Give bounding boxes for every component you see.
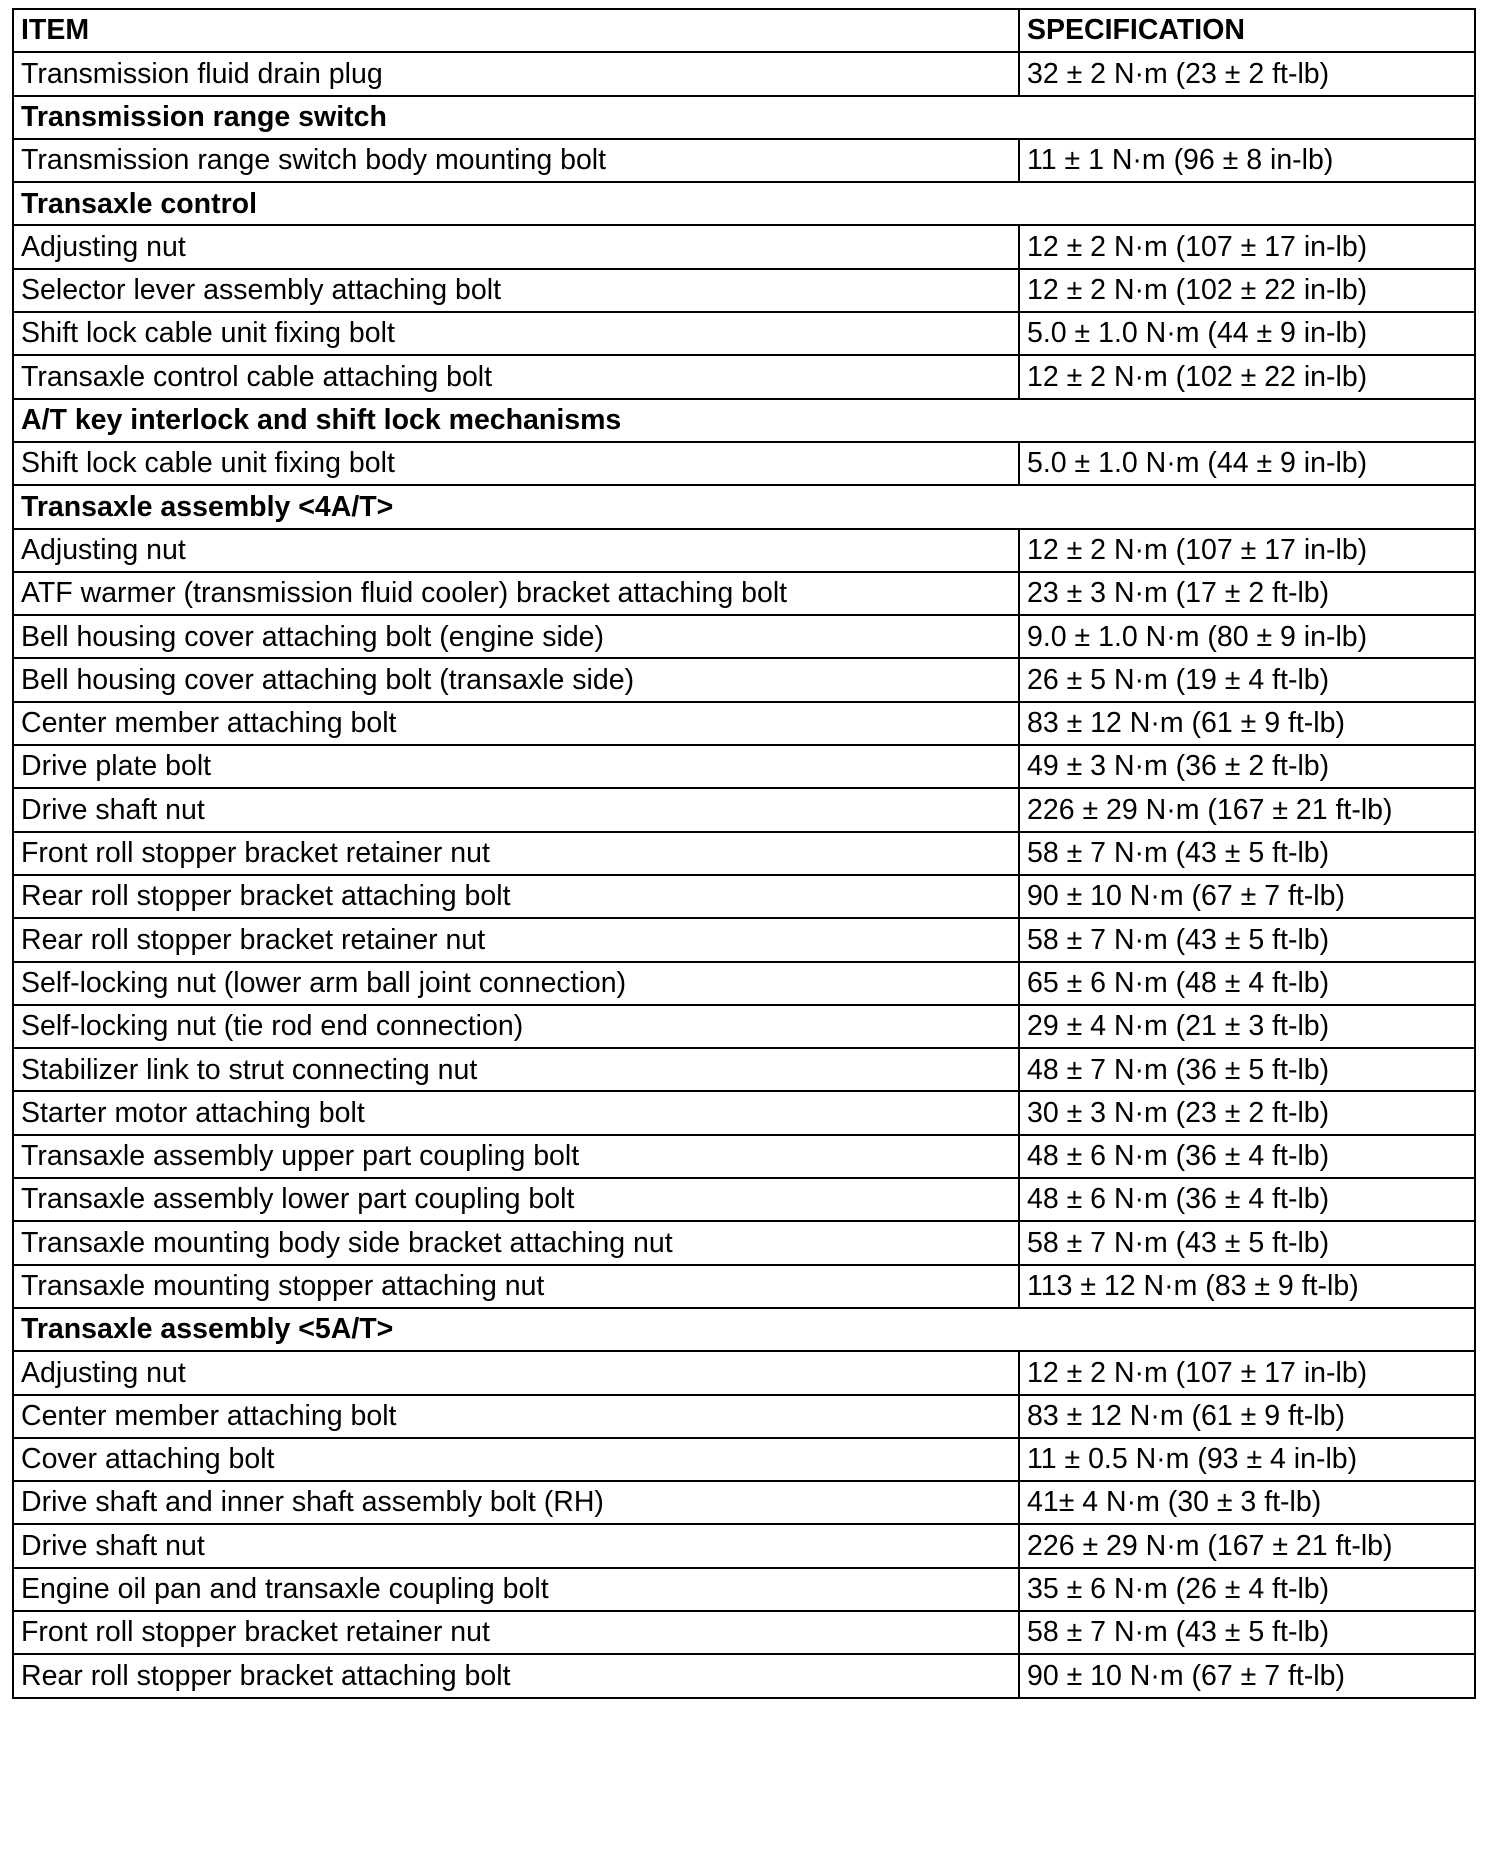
specification-cell: 226 ± 29 N·m (167 ± 21 ft-lb): [1019, 1524, 1475, 1567]
item-cell: Self-locking nut (lower arm ball joint connection): [13, 962, 1019, 1005]
table-row: [13, 658, 1475, 701]
section-header-row: [13, 182, 1475, 225]
specification-cell: 58 ± 7 N·m (43 ± 5 ft-lb): [1019, 918, 1475, 961]
section-title: Transaxle assembly <5A/T>: [13, 1308, 1475, 1351]
item-cell: Adjusting nut: [13, 529, 1019, 572]
specification-cell: 12 ± 2 N·m (107 ± 17 in-lb): [1019, 1351, 1475, 1394]
specification-cell: 58 ± 7 N·m (43 ± 5 ft-lb): [1019, 1611, 1475, 1654]
item-cell: Rear roll stopper bracket attaching bolt: [13, 875, 1019, 918]
item-cell: Drive plate bolt: [13, 745, 1019, 788]
item-cell: Transaxle mounting body side bracket attaching nut: [13, 1221, 1019, 1264]
table-row: [13, 1048, 1475, 1091]
item-cell: Transmission fluid drain plug: [13, 52, 1019, 95]
specification-cell: 12 ± 2 N·m (107 ± 17 in-lb): [1019, 225, 1475, 268]
item-cell: Transmission range switch body mounting bolt: [13, 139, 1019, 182]
table-row: [13, 615, 1475, 658]
specification-cell: 12 ± 2 N·m (107 ± 17 in-lb): [1019, 529, 1475, 572]
table-row: [13, 788, 1475, 831]
item-cell: Cover attaching bolt: [13, 1438, 1019, 1481]
item-cell: Transaxle assembly upper part coupling bolt: [13, 1135, 1019, 1178]
specification-cell: 23 ± 3 N·m (17 ± 2 ft-lb): [1019, 572, 1475, 615]
item-cell: Selector lever assembly attaching bolt: [13, 269, 1019, 312]
item-cell: Drive shaft and inner shaft assembly bolt (RH): [13, 1481, 1019, 1524]
section-title: Transmission range switch: [13, 96, 1475, 139]
section-header-row: [13, 399, 1475, 442]
item-cell: Shift lock cable unit fixing bolt: [13, 442, 1019, 485]
table-row: [13, 225, 1475, 268]
section-title: Transaxle assembly <4A/T>: [13, 485, 1475, 528]
table-row: [13, 1091, 1475, 1134]
table-row: [13, 1351, 1475, 1394]
item-cell: Adjusting nut: [13, 1351, 1019, 1394]
specification-cell: 12 ± 2 N·m (102 ± 22 in-lb): [1019, 269, 1475, 312]
specification-cell: 30 ± 3 N·m (23 ± 2 ft-lb): [1019, 1091, 1475, 1134]
section-title: A/T key interlock and shift lock mechanisms: [13, 399, 1475, 442]
table-row: [13, 1654, 1475, 1697]
item-cell: Adjusting nut: [13, 225, 1019, 268]
item-cell: Engine oil pan and transaxle coupling bolt: [13, 1568, 1019, 1611]
item-cell: Front roll stopper bracket retainer nut: [13, 1611, 1019, 1654]
item-cell: Bell housing cover attaching bolt (transaxle side): [13, 658, 1019, 701]
item-cell: ATF warmer (transmission fluid cooler) bracket attaching bolt: [13, 572, 1019, 615]
specification-cell: 11 ± 1 N·m (96 ± 8 in-lb): [1019, 139, 1475, 182]
item-cell: Transaxle assembly lower part coupling bolt: [13, 1178, 1019, 1221]
item-cell: Bell housing cover attaching bolt (engine side): [13, 615, 1019, 658]
item-cell: Starter motor attaching bolt: [13, 1091, 1019, 1134]
torque-spec-table: [12, 8, 1476, 1699]
specification-cell: 29 ± 4 N·m (21 ± 3 ft-lb): [1019, 1005, 1475, 1048]
item-column-header: ITEM: [13, 9, 1019, 52]
specification-cell: 90 ± 10 N·m (67 ± 7 ft-lb): [1019, 875, 1475, 918]
table-row: [13, 745, 1475, 788]
table-row: [13, 918, 1475, 961]
table-row: [13, 1265, 1475, 1308]
specification-cell: 41± 4 N·m (30 ± 3 ft-lb): [1019, 1481, 1475, 1524]
table-body: [13, 52, 1475, 1697]
specification-cell: 58 ± 7 N·m (43 ± 5 ft-lb): [1019, 1221, 1475, 1264]
table-row: [13, 832, 1475, 875]
section-title: Transaxle control: [13, 182, 1475, 225]
table-row: [13, 1005, 1475, 1048]
section-header-row: [13, 96, 1475, 139]
specification-cell: 32 ± 2 N·m (23 ± 2 ft-lb): [1019, 52, 1475, 95]
table-row: [13, 875, 1475, 918]
specification-cell: 83 ± 12 N·m (61 ± 9 ft-lb): [1019, 1395, 1475, 1438]
table-row: [13, 1568, 1475, 1611]
specification-cell: 65 ± 6 N·m (48 ± 4 ft-lb): [1019, 962, 1475, 1005]
table-row: [13, 1524, 1475, 1567]
specification-cell: 49 ± 3 N·m (36 ± 2 ft-lb): [1019, 745, 1475, 788]
table-row: [13, 529, 1475, 572]
specification-cell: 12 ± 2 N·m (102 ± 22 in-lb): [1019, 355, 1475, 398]
specification-cell: 5.0 ± 1.0 N·m (44 ± 9 in-lb): [1019, 442, 1475, 485]
specification-cell: 90 ± 10 N·m (67 ± 7 ft-lb): [1019, 1654, 1475, 1697]
specification-column-header: SPECIFICATION: [1019, 9, 1475, 52]
table-row: [13, 1178, 1475, 1221]
table-row: [13, 355, 1475, 398]
item-cell: Stabilizer link to strut connecting nut: [13, 1048, 1019, 1091]
specification-cell: 58 ± 7 N·m (43 ± 5 ft-lb): [1019, 832, 1475, 875]
specification-cell: 48 ± 6 N·m (36 ± 4 ft-lb): [1019, 1178, 1475, 1221]
table-row: [13, 312, 1475, 355]
item-cell: Self-locking nut (tie rod end connection): [13, 1005, 1019, 1048]
specification-cell: 11 ± 0.5 N·m (93 ± 4 in-lb): [1019, 1438, 1475, 1481]
specification-cell: 113 ± 12 N·m (83 ± 9 ft-lb): [1019, 1265, 1475, 1308]
table-row: [13, 1221, 1475, 1264]
table-row: [13, 962, 1475, 1005]
table-row: [13, 1611, 1475, 1654]
table-row: [13, 1395, 1475, 1438]
table-row: [13, 269, 1475, 312]
specification-cell: 35 ± 6 N·m (26 ± 4 ft-lb): [1019, 1568, 1475, 1611]
specification-cell: 9.0 ± 1.0 N·m (80 ± 9 in-lb): [1019, 615, 1475, 658]
item-cell: Rear roll stopper bracket retainer nut: [13, 918, 1019, 961]
table-row: [13, 1438, 1475, 1481]
specification-cell: 48 ± 6 N·m (36 ± 4 ft-lb): [1019, 1135, 1475, 1178]
table-row: [13, 1481, 1475, 1524]
item-cell: Transaxle mounting stopper attaching nut: [13, 1265, 1019, 1308]
specification-cell: 226 ± 29 N·m (167 ± 21 ft-lb): [1019, 788, 1475, 831]
item-cell: Center member attaching bolt: [13, 702, 1019, 745]
specification-cell: 83 ± 12 N·m (61 ± 9 ft-lb): [1019, 702, 1475, 745]
item-cell: Drive shaft nut: [13, 788, 1019, 831]
section-header-row: [13, 485, 1475, 528]
section-header-row: [13, 1308, 1475, 1351]
specification-cell: 26 ± 5 N·m (19 ± 4 ft-lb): [1019, 658, 1475, 701]
table-row: [13, 139, 1475, 182]
item-cell: Center member attaching bolt: [13, 1395, 1019, 1438]
table-row: [13, 1135, 1475, 1178]
item-cell: Transaxle control cable attaching bolt: [13, 355, 1019, 398]
table-row: [13, 442, 1475, 485]
item-cell: Rear roll stopper bracket attaching bolt: [13, 1654, 1019, 1697]
table-row: [13, 702, 1475, 745]
item-cell: Shift lock cable unit fixing bolt: [13, 312, 1019, 355]
specification-cell: 5.0 ± 1.0 N·m (44 ± 9 in-lb): [1019, 312, 1475, 355]
table-header-row: [13, 9, 1475, 52]
table-row: [13, 572, 1475, 615]
item-cell: Drive shaft nut: [13, 1524, 1019, 1567]
item-cell: Front roll stopper bracket retainer nut: [13, 832, 1019, 875]
table-row: [13, 52, 1475, 95]
specification-cell: 48 ± 7 N·m (36 ± 5 ft-lb): [1019, 1048, 1475, 1091]
